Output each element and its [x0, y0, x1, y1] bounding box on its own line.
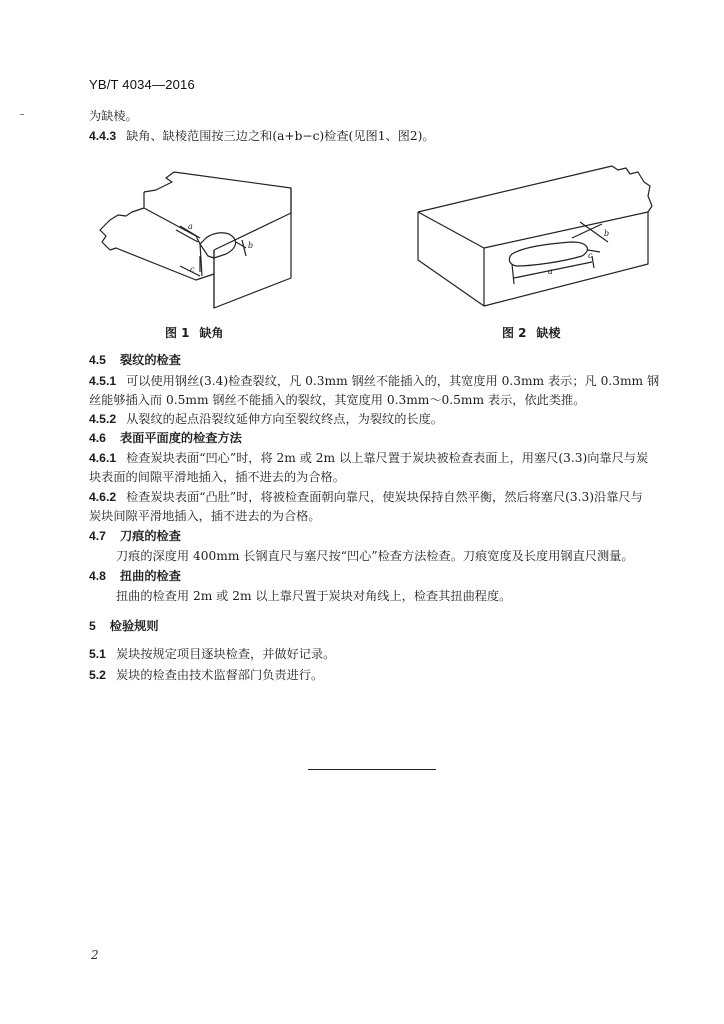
figure-2-title: 缺棱 [536, 326, 561, 340]
clause-text: 检查炭块表面“凹心”时，将 2m 或 2m 以上靠尺置于炭块被检查表面上，用塞尺(3.3)向靠尺与炭 [126, 451, 649, 465]
paragraph-4-5-1-line-1 [89, 373, 669, 389]
paragraph-4-6-2-line-2: 炭块间隙平滑地插入，插不进去的为合格。 [89, 509, 321, 523]
clause-number: 4.6 [89, 431, 106, 445]
clause-number: 4.8 [89, 569, 106, 583]
paragraph-4-5-1-line-2: 丝能够插入而 0.5mm 钢丝不能插入的裂纹，其宽度用 0.3mm～0.5mm 表示，依此类推。 [89, 393, 586, 407]
fig1-label-c: c [190, 265, 195, 274]
clause-number: 5 [89, 619, 96, 633]
heading-text: 扭曲的检查 [119, 569, 181, 583]
clause-number: 4.5 [89, 353, 106, 367]
paragraph-continuation: 为缺棱。 [89, 109, 138, 123]
heading-5 [89, 618, 669, 634]
clause-text: 检查炭块表面“凸肚”时，将被检查面朝向靠尺，使炭块保持自然平衡，然后将塞尺(3.3)沿靠尺与 [126, 490, 643, 504]
clause-text: 炭块的检查由技术监督部门负责进行。 [115, 668, 324, 682]
scan-mark [20, 114, 24, 115]
end-of-document-rule [308, 769, 436, 770]
heading-4-5 [89, 352, 669, 368]
heading-4-8 [89, 568, 669, 584]
figure-1-caption [165, 324, 224, 341]
paragraph-4-5-2 [89, 411, 669, 427]
clause-text: 缺角、缺棱范围按三边之和(a+b−c)检查(见图1、图2)。 [126, 129, 435, 143]
heading-4-7 [89, 528, 669, 544]
figure-1-number: 图 1 [165, 326, 190, 340]
figure-2-missing-edge-drawing [412, 160, 662, 310]
paragraph-4-7: 刀痕的深度用 400mm 长钢直尺与塞尺按“凹心”检查方法检查。刀痕宽度及长度用钢直尺测量。 [116, 549, 634, 563]
paragraph-4-4-3 [89, 128, 669, 144]
fig2-label-a: a [548, 267, 553, 276]
heading-text: 表面平面度的检查方法 [119, 431, 242, 445]
fig2-label-c: c [588, 251, 593, 260]
heading-text: 裂纹的检查 [119, 353, 181, 367]
heading-text: 刀痕的检查 [119, 529, 181, 543]
clause-number: 4.6.2 [89, 490, 117, 504]
clause-number: 4.7 [89, 529, 106, 543]
fig2-label-b: b [604, 229, 610, 238]
paragraph-5-2 [89, 667, 669, 683]
figure-1-title: 缺角 [199, 326, 224, 340]
paragraph-4-6-1-line-1 [89, 450, 669, 466]
clause-text: 可以使用钢丝(3.4)检查裂纹，凡 0.3mm 钢丝不能插入的，其宽度用 0.3mm 表示；凡 0.3mm 钢 [126, 374, 660, 388]
standard-code-header: YB/T 4034—2016 [89, 77, 195, 92]
clause-number: 4.5.2 [89, 412, 117, 426]
heading-4-6 [89, 430, 669, 446]
heading-text: 检验规则 [109, 619, 159, 633]
fig1-label-b: b [248, 241, 254, 250]
clause-number: 4.5.1 [89, 374, 117, 388]
paragraph-4-6-2-line-1 [89, 489, 669, 505]
page-number: 2 [91, 948, 99, 962]
clause-text: 从裂纹的起点沿裂纹延伸方向至裂纹终点，为裂纹的长度。 [126, 412, 443, 426]
figure-2-number: 图 2 [502, 326, 527, 340]
clause-number: 4.6.1 [89, 451, 117, 465]
clause-number: 5.1 [89, 647, 106, 661]
figure-1-missing-corner-drawing [96, 168, 296, 313]
paragraph-4-8: 扭曲的检查用 2m 或 2m 以上靠尺置于炭块对角线上，检查其扭曲程度。 [116, 589, 512, 603]
fig1-label-a: a [188, 222, 193, 231]
paragraph-5-1 [89, 646, 669, 662]
clause-number: 4.4.3 [89, 129, 117, 143]
paragraph-4-6-1-line-2: 块表面的间隙平滑地插入，插不进去的为合格。 [89, 470, 345, 484]
figure-2-caption [502, 324, 561, 341]
clause-text: 炭块按规定项目逐块检查，并做好记录。 [115, 647, 336, 661]
clause-number: 5.2 [89, 668, 106, 682]
